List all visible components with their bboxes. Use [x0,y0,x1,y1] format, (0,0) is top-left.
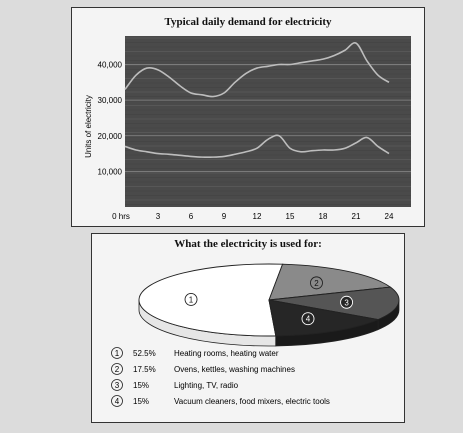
pie-chart-panel [91,233,405,423]
line-chart [72,8,424,226]
x-tick-label: 15 [285,212,295,221]
legend-label: Lighting, TV, radio [174,381,239,390]
y-tick-label: 10,000 [97,167,122,177]
y-tick-label: 40,000 [97,60,122,70]
legend-number: 3 [114,381,120,390]
legend-percent: 17.5% [133,365,156,374]
x-tick-label: 0 hrs [112,212,130,221]
x-tick-label: 9 [221,212,227,221]
pie-marker-number-4: 4 [305,314,311,324]
pie-chart [92,234,404,422]
legend-percent: 15% [133,381,150,390]
y-tick-label: 30,000 [97,96,122,106]
legend-number: 2 [114,365,120,374]
legend-percent: 15% [133,397,150,406]
y-axis-label: Units of electricity [84,95,93,158]
x-tick-label: 3 [155,212,161,221]
pie-marker-number-3: 3 [344,298,349,308]
legend-label: Ovens, kettles, washing machines [174,365,295,374]
legend-number: 1 [114,349,120,358]
pie-chart-title: What the electricity is used for: [174,238,322,250]
pie-marker-number-2: 2 [314,278,319,288]
legend-percent: 52.5% [133,349,156,358]
pie-marker-number-1: 1 [188,295,194,305]
y-tick-label: 20,000 [97,131,122,141]
legend-number: 4 [114,397,120,406]
line-chart-title: Typical daily demand for electricity [164,16,332,28]
x-tick-label: 12 [252,212,262,221]
line-chart-panel [71,7,425,227]
legend-label: Heating rooms, heating water [174,349,279,358]
x-tick-label: 24 [384,212,394,221]
x-tick-label: 6 [188,212,194,221]
x-tick-label: 18 [318,212,328,221]
x-tick-label: 21 [351,212,361,221]
legend-label: Vacuum cleaners, food mixers, electric tools [174,397,330,406]
